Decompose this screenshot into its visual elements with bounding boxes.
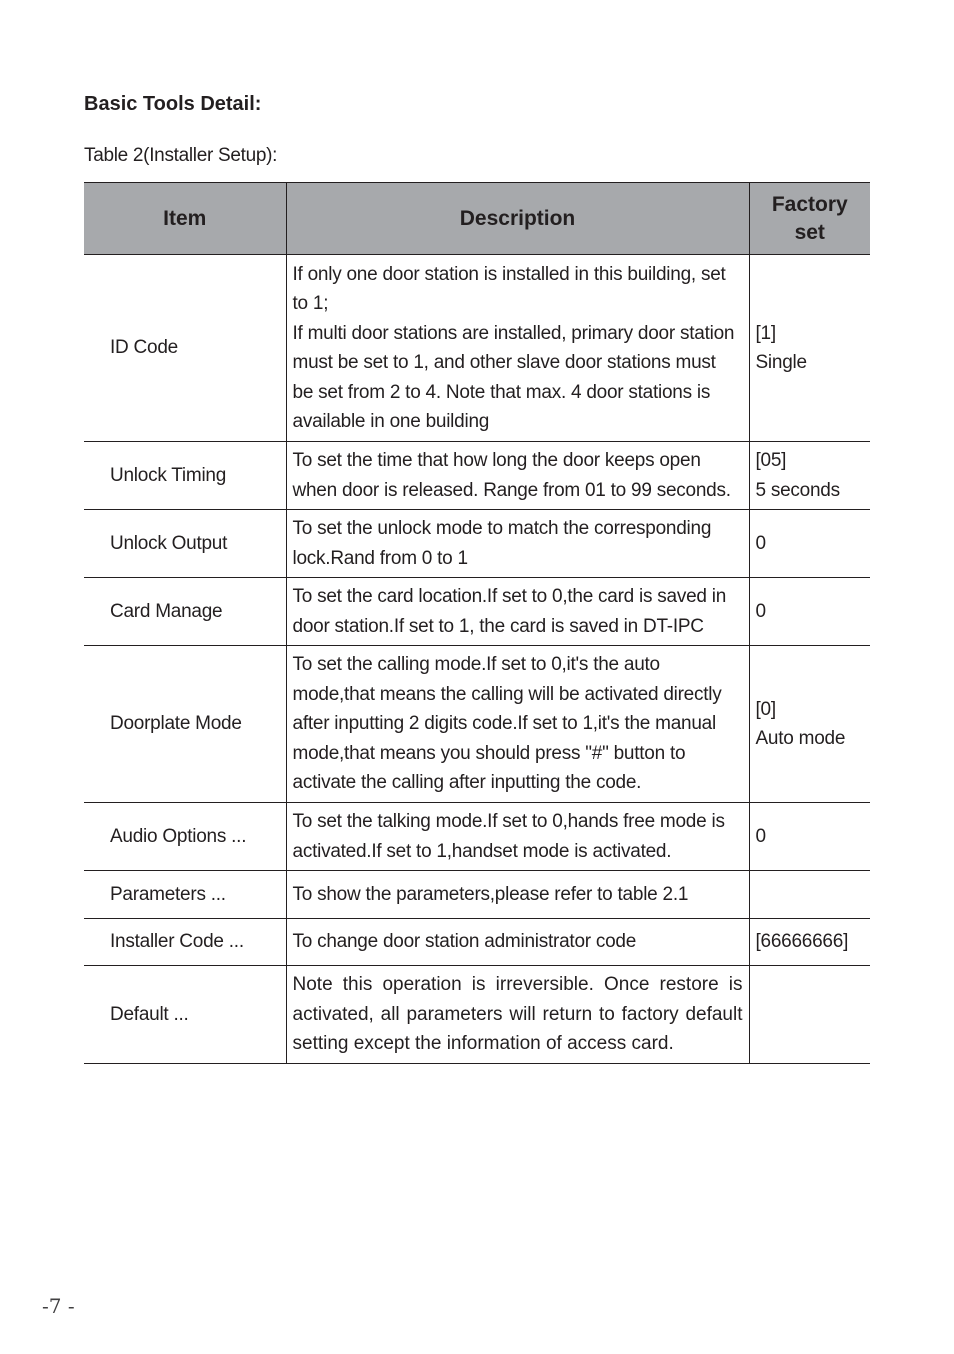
factory-line: [1] <box>755 322 776 344</box>
description-line: activated.If set to 1,handset mode is activated. <box>292 840 672 862</box>
row-item: Parameters ... <box>84 871 286 919</box>
row-item: Unlock Timing <box>84 442 286 510</box>
row-description <box>286 803 749 871</box>
factory-line: 0 <box>755 825 766 847</box>
description-line: door station.If set to 1, the card is saved in DT-IPC <box>292 615 704 637</box>
row-item: Default ... <box>84 966 286 1064</box>
table-row <box>84 966 870 1064</box>
description-line: available in one building <box>292 411 490 432</box>
row-item: ID Code <box>84 255 286 442</box>
table-row <box>84 871 870 919</box>
description-line: To set the card location.If set to 0,the card is saved in <box>292 586 727 607</box>
section-heading: Basic Tools Detail: <box>84 93 262 115</box>
row-factory-set <box>749 578 870 646</box>
row-description <box>286 871 749 919</box>
row-description <box>286 919 749 966</box>
table-row <box>84 919 870 966</box>
description-line: To set the calling mode.If set to 0,it's the auto <box>292 654 660 676</box>
description-line: To set the talking mode.If set to 0,hands free mode is <box>292 811 725 832</box>
installer-setup-table <box>84 182 870 1064</box>
description-line: mode,that means the calling will be activated directly <box>292 683 722 705</box>
header-factory-line2: set <box>794 220 825 244</box>
description-line: If only one door station is installed in this building, set <box>292 263 726 285</box>
factory-line: Single <box>755 352 807 373</box>
row-item: Installer Code ... <box>84 919 286 966</box>
description-line: mode,that means you should press "#" button to <box>292 742 686 764</box>
row-item: Card Manage <box>84 578 286 646</box>
row-factory-set <box>749 803 870 871</box>
table-row <box>84 803 870 871</box>
factory-line: 0 <box>755 600 766 622</box>
row-factory-set <box>749 442 870 510</box>
header-factory-set <box>749 183 870 255</box>
row-factory-set <box>749 919 870 966</box>
description-line: To show the parameters,please refer to table 2.1 <box>292 883 689 905</box>
description-line: when door is released. Range from 01 to 99 seconds. <box>292 479 731 501</box>
header-item: Item <box>84 183 286 255</box>
description-line: To set the time that how long the door keeps open <box>292 450 701 471</box>
factory-line: [66666666] <box>755 931 849 953</box>
table-row <box>84 646 870 803</box>
row-description <box>286 578 749 646</box>
row-item: Unlock Output <box>84 510 286 578</box>
table-header-row <box>84 183 870 255</box>
row-factory-set <box>749 255 870 442</box>
factory-line: 0 <box>755 532 766 554</box>
table-row <box>84 510 870 578</box>
description-line: to 1; <box>292 293 329 314</box>
description-line: be set from 2 to 4. Note that max. 4 door stations is <box>292 381 711 403</box>
factory-line: [05] <box>755 450 787 471</box>
header-description: Description <box>286 183 749 255</box>
row-factory-set <box>749 510 870 578</box>
row-description <box>286 646 749 803</box>
table-row <box>84 578 870 646</box>
factory-line: 5 seconds <box>755 479 840 501</box>
header-factory-line1: Factory <box>771 192 848 216</box>
description-line: after inputting 2 digits code.If set to 1,it's the manual <box>292 713 716 735</box>
description-line: activate the calling after inputting the code. <box>292 772 642 794</box>
row-description <box>286 510 749 578</box>
description-line: must be set to 1, and other slave door stations must <box>292 352 716 373</box>
row-item: Doorplate Mode <box>84 646 286 803</box>
table-row <box>84 442 870 510</box>
row-item: Audio Options ... <box>84 803 286 871</box>
row-description <box>286 255 749 442</box>
row-factory-set <box>749 966 870 1064</box>
table-caption: Table 2(Installer Setup): <box>84 145 278 166</box>
table-row <box>84 255 870 442</box>
row-description: Note this operation is irreversible. Once restore is activated, all parameters will return to factory default setting except the information of access card. <box>286 966 749 1064</box>
description-line: To change door station administrator code <box>292 931 637 953</box>
factory-line: [0] <box>755 698 776 720</box>
description-line: To set the unlock mode to match the corresponding <box>292 518 712 539</box>
page-number: -7 - <box>42 1294 75 1318</box>
row-factory-set <box>749 646 870 803</box>
factory-line: Auto mode <box>755 728 846 749</box>
description-line: If multi door stations are installed, primary door station <box>292 322 735 344</box>
row-factory-set <box>749 871 870 919</box>
row-description <box>286 442 749 510</box>
description-line: lock.Rand from 0 to 1 <box>292 547 468 569</box>
